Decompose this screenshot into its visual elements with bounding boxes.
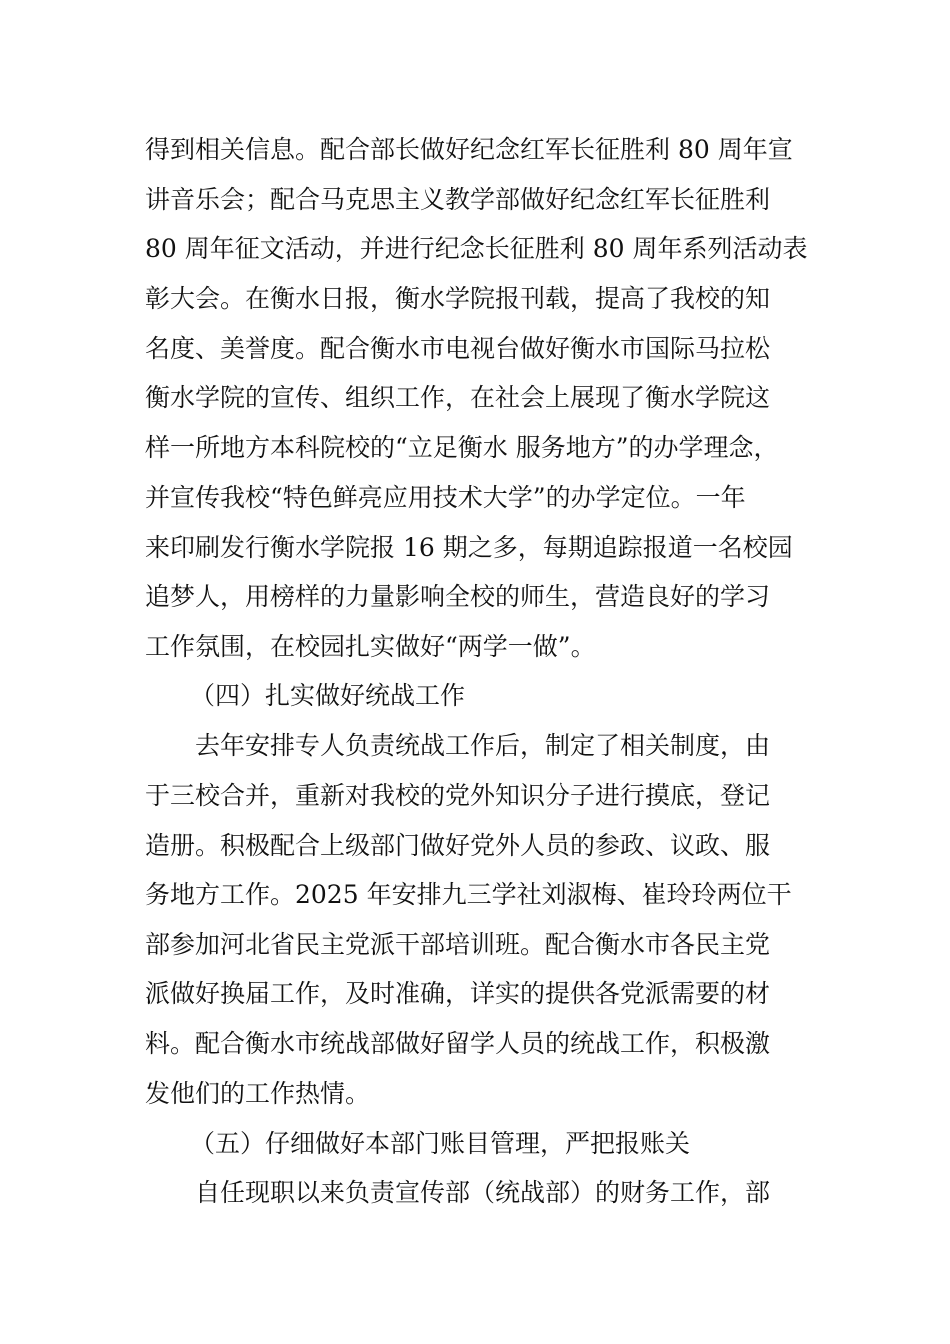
body-text-line — [0, 485, 950, 535]
line-text: 自任现职以来负责宣传部（统战部）的财务工作，部 — [195, 1178, 771, 1207]
line-text: 于三校合并，重新对我校的党外知识分子进行摸底，登记 — [145, 781, 771, 810]
line-text: 去年安排专人负责统战工作后，制定了相关制度，由 — [195, 731, 771, 760]
line-text: 讲音乐会；配合马克思主义教学部做好纪念红军长征胜利 — [145, 185, 771, 214]
line-text: 工作氛围，在校园扎实做好“两学一做”。 — [145, 632, 596, 661]
line-text: 样一所地方本科院校的“立足衡水 服务地方”的办学理念， — [145, 433, 779, 462]
line-text: 发他们的工作热情。 — [145, 1079, 371, 1108]
body-text-line — [0, 882, 950, 932]
line-text: 80 周年征文活动，并进行纪念长征胜利 80 周年系列活动表 — [145, 234, 808, 263]
line-text: 派做好换届工作，及时准确，详实的提供各党派需要的材 — [145, 979, 771, 1008]
line-text: 得到相关信息。配合部长做好纪念红军长征胜利 80 周年宣 — [145, 135, 793, 164]
body-text-line — [0, 236, 950, 286]
heading-text: （五）仔细做好本部门账目管理，严把报账关 — [190, 1129, 691, 1158]
line-text: 彰大会。在衡水日报，衡水学院报刊载，提高了我校的知 — [145, 284, 771, 313]
body-text-line — [0, 733, 950, 783]
line-text: 追梦人，用榜样的力量影响全校的师生，营造良好的学习 — [145, 582, 771, 611]
line-text: 部参加河北省民主党派干部培训班。配合衡水市各民主党 — [145, 930, 771, 959]
body-text-line — [0, 981, 950, 1031]
body-text-line — [0, 187, 950, 237]
body-text-line — [0, 833, 950, 883]
body-text-line — [0, 584, 950, 634]
line-text: 衡水学院的宣传、组织工作，在社会上展现了衡水学院这 — [145, 383, 771, 412]
line-text: 造册。积极配合上级部门做好党外人员的参政、议政、服 — [145, 831, 771, 860]
section-heading — [0, 1131, 950, 1181]
body-text-line — [0, 336, 950, 386]
body-text-line — [0, 1081, 950, 1131]
body-text-line — [0, 634, 950, 684]
line-text: 并宣传我校“特色鲜亮应用技术大学”的办学定位。一年 — [145, 483, 746, 512]
body-text-line — [0, 385, 950, 435]
body-text-line — [0, 535, 950, 585]
body-text-line — [0, 1180, 950, 1230]
line-text: 务地方工作。2025 年安排九三学社刘淑梅、崔玲玲两位干 — [145, 880, 792, 909]
body-text-line — [0, 932, 950, 982]
body-text-line — [0, 1031, 950, 1081]
line-text: 料。配合衡水市统战部做好留学人员的统战工作，积极激 — [145, 1029, 771, 1058]
line-text: 来印刷发行衡水学院报 16 期之多，每期追踪报道一名校园 — [145, 533, 793, 562]
heading-text: （四）扎实做好统战工作 — [190, 681, 466, 710]
body-text-line — [0, 137, 950, 187]
body-text-line — [0, 286, 950, 336]
body-text-line — [0, 435, 950, 485]
line-text: 名度、美誉度。配合衡水市电视台做好衡水市国际马拉松 — [145, 334, 771, 363]
section-heading — [0, 683, 950, 733]
body-text-line — [0, 783, 950, 833]
